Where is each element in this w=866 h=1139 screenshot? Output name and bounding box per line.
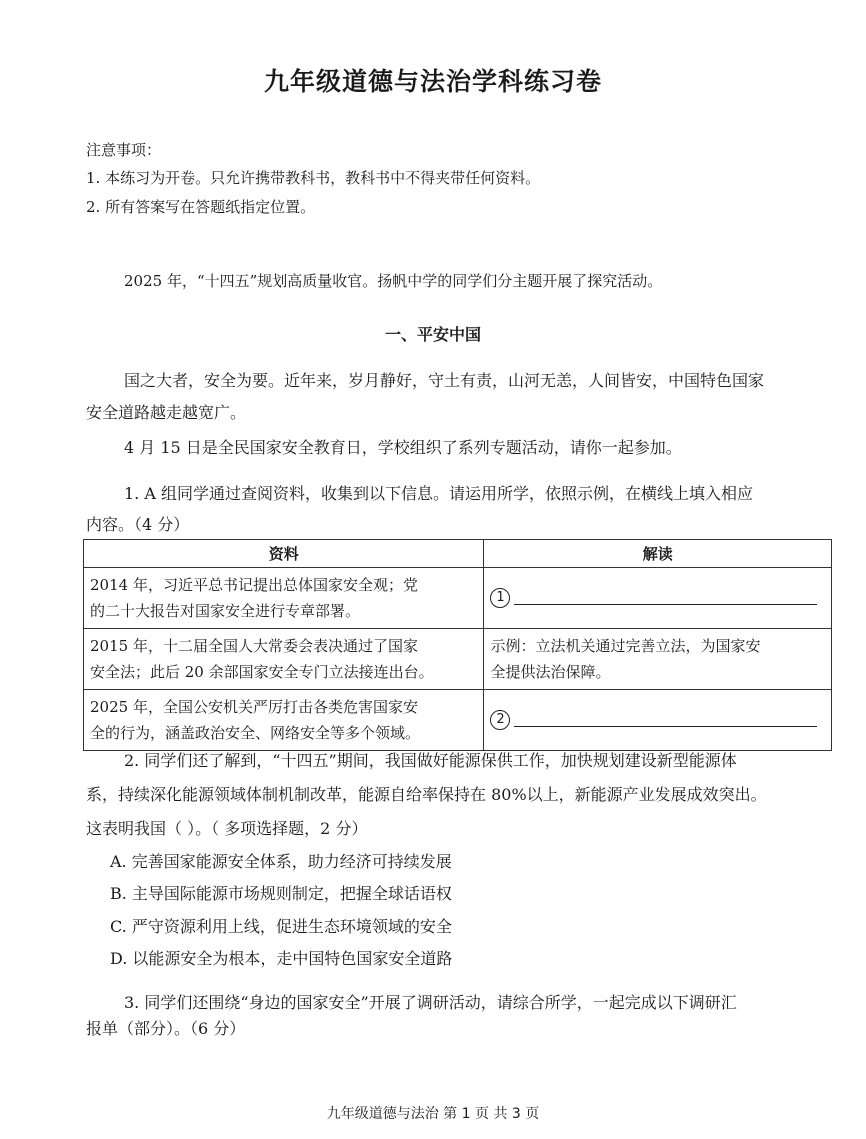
material-line: 安全法；此后 20 余部国家安全专门立法接连出台。: [90, 663, 434, 681]
question-2-text: 2. 同学们还了解到，“十四五”期间，我国做好能源保供工作，加快规划建设新型能源体: [124, 751, 737, 770]
section-paragraph-1-cont: 安全道路越走越宽广。: [86, 403, 247, 422]
option-d: D. 以能源安全为根本，走中国特色国家安全道路: [110, 949, 453, 968]
material-cell: [84, 629, 484, 690]
page-title: 九年级道德与法治学科练习卷: [263, 67, 602, 96]
material-cell: [84, 690, 484, 751]
table-row: [84, 629, 832, 690]
answer-blank-2[interactable]: [514, 713, 817, 727]
question-2-text-cont: 系，持续深化能源领域体制机制改革，能源自给率保持在 80%以上，新能源产业发展成效突出。: [86, 785, 767, 804]
interpretation-cell: [484, 568, 832, 629]
example-line: 全提供法治保障。: [490, 663, 611, 681]
question-3-text: 3. 同学们还围绕“身边的国家安全”开展了调研活动，请综合所学，一起完成以下调研汇: [124, 993, 737, 1012]
question-1-text: 1. A 组同学通过查阅资料，收集到以下信息。请运用所学，依照示例，在横线上填入相应: [124, 484, 753, 503]
notice-heading: 注意事项：: [86, 141, 162, 159]
table-row: [84, 568, 832, 629]
interpretation-cell: [484, 629, 832, 690]
section-title: 一、平安中国: [384, 325, 481, 344]
intro-text: 2025 年，“十四五”规划高质量收官。扬帆中学的同学们分主题开展了探究活动。: [124, 272, 663, 290]
material-line: 2014 年，习近平总书记提出总体国家安全观；党: [90, 576, 418, 594]
material-line: 2015 年，十二届全国人大常委会表决通过了国家: [90, 637, 418, 655]
option-c: C. 严守资源利用上线，促进生态环境领域的安全: [110, 917, 452, 936]
question-1-table: [83, 539, 832, 751]
table-row: [84, 690, 832, 751]
material-cell: [84, 568, 484, 629]
material-line: 的二十大报告对国家安全进行专章部署。: [90, 602, 361, 620]
notice-item-2: 2. 所有答案写在答题纸指定位置。: [86, 198, 316, 216]
question-3-text-cont: 报单（部分）。（6 分）: [86, 1019, 246, 1038]
table-header-material: 资料: [84, 540, 484, 568]
answer-marker-2: 2: [490, 710, 510, 730]
material-line: 全的行为，涵盖政治安全、网络安全等多个领域。: [90, 724, 421, 742]
question-1-text-cont: 内容。（4 分）: [86, 515, 190, 534]
material-line: 2025 年，全国公安机关严厉打击各类危害国家安: [90, 698, 418, 716]
question-2-text-cont: 这表明我国（ ）。（ 多项选择题，2 分）: [86, 819, 368, 838]
notice-item-1: 1. 本练习为开卷。只允许携带教科书，教科书中不得夹带任何资料。: [86, 169, 541, 187]
table-header-interpretation: 解读: [484, 540, 832, 568]
option-a: A. 完善国家能源安全体系，助力经济可持续发展: [110, 852, 452, 871]
answer-marker-1: 1: [490, 588, 510, 608]
page-footer: 九年级道德与法治 第 1 页 共 3 页: [326, 1106, 540, 1122]
section-paragraph-1: 国之大者，安全为要。近年来，岁月静好，守土有责，山河无恙，人间皆安，中国特色国家: [124, 371, 765, 390]
answer-blank-1[interactable]: [514, 591, 817, 605]
example-line: 示例：立法机关通过完善立法，为国家安: [490, 637, 761, 655]
option-b: B. 主导国际能源市场规则制定，把握全球话语权: [110, 884, 452, 903]
section-paragraph-2: 4 月 15 日是全民国家安全教育日，学校组织了系列专题活动，请你一起参加。: [124, 438, 682, 457]
interpretation-cell: [484, 690, 832, 751]
table-header-row: [84, 540, 832, 568]
